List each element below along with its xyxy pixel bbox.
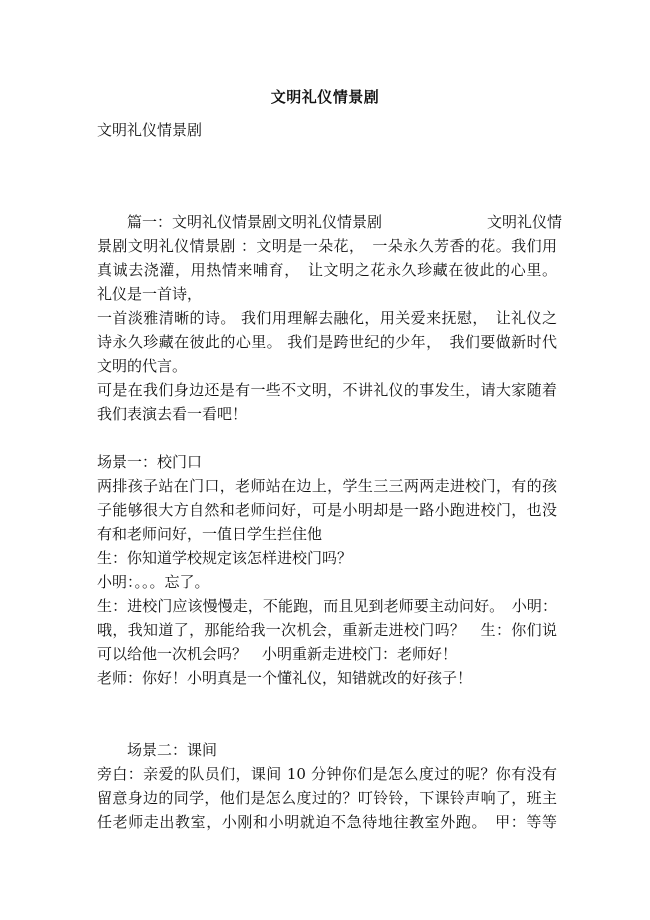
body-line: 真诚去浇灌，用热情来哺育， 让文明之花永久珍藏在彼此的心里。 (97, 261, 557, 279)
document-title: 文明礼仪情景剧 (270, 88, 380, 106)
body-line: 一首淡雅清晰的诗。 我们用理解去融化，用关爱来抚慰， 让礼仪之 (97, 309, 557, 327)
body-line: 可是在我们身边还是有一些不文明，不讲礼仪的事发生，请大家随着 (97, 381, 557, 399)
dialogue-line: 生：进校门应该慢慢走，不能跑，而且见到老师要主动问好。 小明： (97, 597, 557, 615)
body-line: 礼仪是一首诗， (97, 285, 203, 303)
blank-line (97, 690, 557, 714)
body-line: 两排孩子站在门口，老师站在边上，学生三三两两走进校门，有的孩 (97, 477, 557, 495)
scene-heading: 场景一：校门口 (97, 453, 203, 471)
body-line: 篇一：文明礼仪情景剧文明礼仪情景剧 文明礼仪情 (97, 213, 563, 231)
document-subtitle: 文明礼仪情景剧 (97, 121, 203, 139)
blank-line (97, 426, 557, 450)
scene-heading: 场景二：课间 (97, 741, 218, 759)
dialogue-line: 可以给他一次机会吗？ 小明重新走进校门：老师好！ (97, 645, 458, 663)
body-line: 文明的代言。 (97, 357, 188, 375)
body-line: 诗永久珍藏在彼此的心里。 我们是跨世纪的少年， 我们要做新时代 (97, 333, 557, 351)
dialogue-line: 生：你知道学校规定该怎样进校门吗？ (97, 549, 353, 567)
blank-line (97, 714, 557, 738)
dialogue-line: 老师：你好！小明真是一个懂礼仪，知错就改的好孩子！ (97, 669, 473, 687)
dialogue-line: 小明：。。。忘了。 (97, 573, 210, 591)
body-line: 留意身边的同学，他们是怎么度过的？叮铃铃，下课铃声响了，班主 (97, 789, 557, 807)
body-line: 子能够很大方自然和老师问好，可是小明却是一路小跑进校门，也没 (97, 501, 557, 519)
body-line: 我们表演去看一看吧！ (97, 405, 248, 423)
body-line: 任老师走出教室，小刚和小明就迫不急待地往教室外跑。 甲：等等 (97, 813, 557, 831)
body-line: 有和老师问好，一值日学生拦住他 (97, 525, 323, 543)
body-line: 旁白：亲爱的队员们，课间 10 分钟你们是怎么度过的呢？你有没有 (97, 765, 557, 783)
dialogue-line: 哦，我知道了，那能给我一次机会，重新走进校门吗？ 生：你们说 (97, 621, 557, 639)
document-body (97, 210, 563, 834)
body-line: 景剧文明礼仪情景剧 ：文明是一朵花， 一朵永久芳香的花。我们用 (97, 237, 557, 255)
